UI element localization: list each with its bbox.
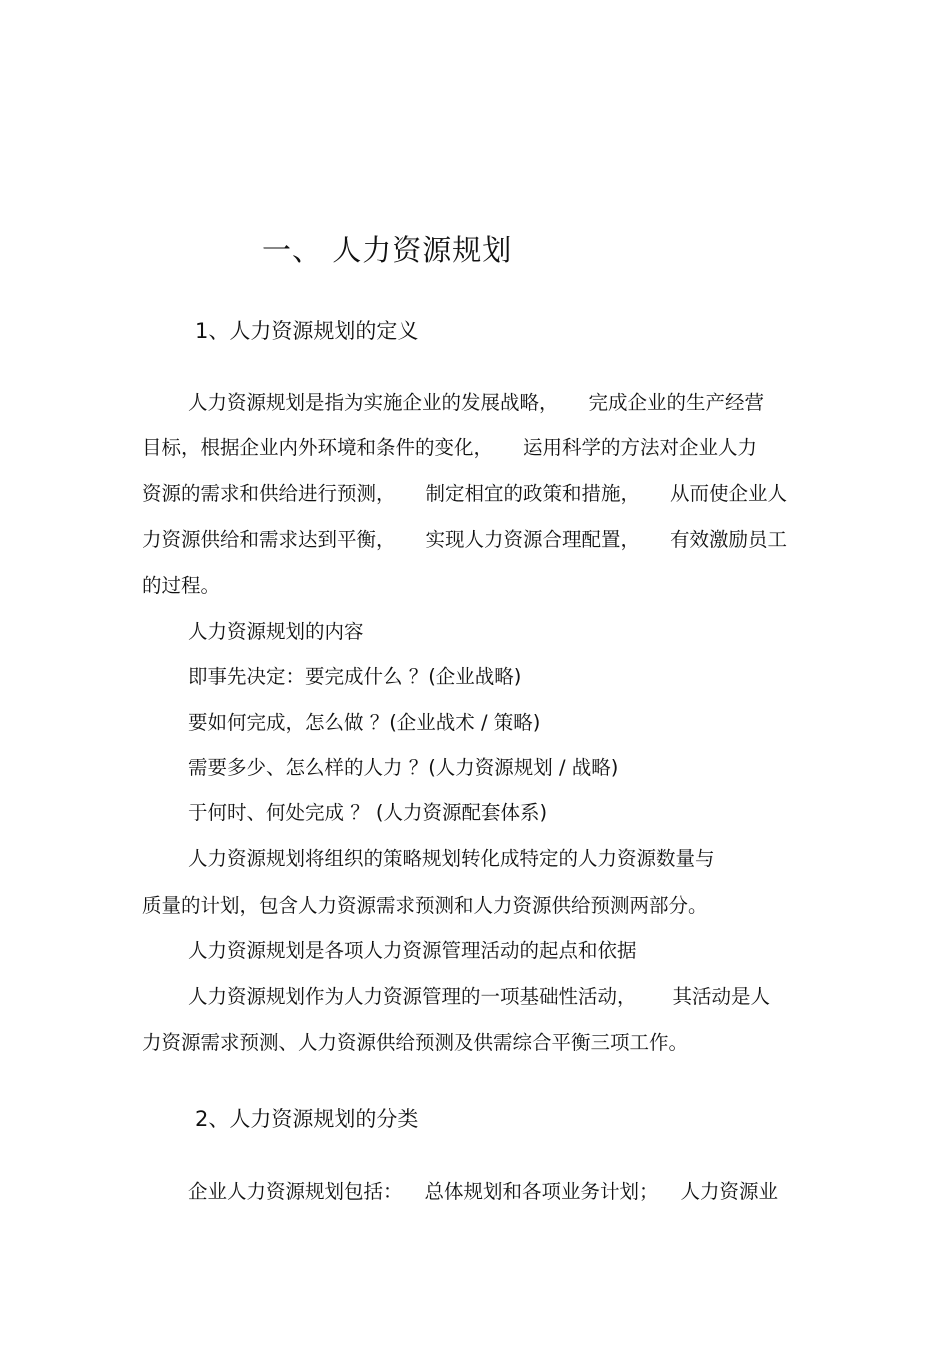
- para5-a: 企业人力资源规划包括：: [188, 1180, 403, 1203]
- content-item-4: 于何时、何处完成 ？ (人力资源配套体系): [188, 801, 548, 824]
- content-item-1: 即事先决定：要完成什么 ？(企业战略): [188, 665, 522, 688]
- para1-line3: [142, 479, 787, 509]
- content-heading: 人力资源规划的内容: [188, 620, 364, 643]
- para1-line4: [142, 525, 787, 555]
- para1-line1-b: 完成企业的生产经营: [588, 391, 765, 414]
- section2-heading: 2、人力资源规划的分类: [195, 1107, 419, 1131]
- para1-line2-b: 运用科学的方法对企业人力: [523, 436, 758, 459]
- para2-line1: 人力资源规划将组织的策略规划转化成特定的人力资源数量与: [188, 847, 715, 870]
- document-title: 一、 人力资源规划: [262, 233, 513, 267]
- para4-line1: [188, 982, 770, 1012]
- section1-heading: 1、人力资源规划的定义: [195, 319, 419, 343]
- para5-b: 总体规划和各项业务计划；: [424, 1180, 659, 1203]
- para1-line4-a: 力资源供给和需求达到平衡，: [142, 528, 396, 551]
- para5-c: 人力资源业: [680, 1180, 779, 1203]
- para1-line1: [188, 388, 764, 418]
- para1-line2: [142, 433, 757, 463]
- para1-line3-c: 从而使企业人: [670, 482, 788, 505]
- para1-line2-a: 目标，根据企业内外环境和条件的变化，: [142, 436, 494, 459]
- para1-line5-a: 的过程。: [142, 574, 221, 597]
- para4-line1-b: 其活动是人: [672, 985, 771, 1008]
- para1-line4-c: 有效激励员工: [670, 528, 788, 551]
- para1-line3-b: 制定相宜的政策和措施，: [425, 482, 641, 505]
- para1-line5: [142, 571, 220, 601]
- para4-line2: 力资源需求预测、人力资源供给预测及供需综合平衡三项工作。: [142, 1031, 689, 1054]
- para1-line3-a: 资源的需求和供给进行预测，: [142, 482, 396, 505]
- content-item-2: 要如何完成，怎么做 ？(企业战术 / 策略): [188, 711, 541, 734]
- para5-line1: [188, 1177, 778, 1207]
- para2-line2: 质量的计划，包含人力资源需求预测和人力资源供给预测两部分。: [142, 894, 708, 917]
- para3: 人力资源规划是各项人力资源管理活动的起点和依据: [188, 939, 637, 962]
- content-item-3: 需要多少、怎么样的人力 ？(人力资源规划 / 战略): [188, 756, 619, 779]
- para1-line4-b: 实现人力资源合理配置，: [425, 528, 641, 551]
- para4-line1-a: 人力资源规划作为人力资源管理的一项基础性活动，: [188, 985, 637, 1008]
- para1-line1-a: 人力资源规划是指为实施企业的发展战略，: [188, 391, 559, 414]
